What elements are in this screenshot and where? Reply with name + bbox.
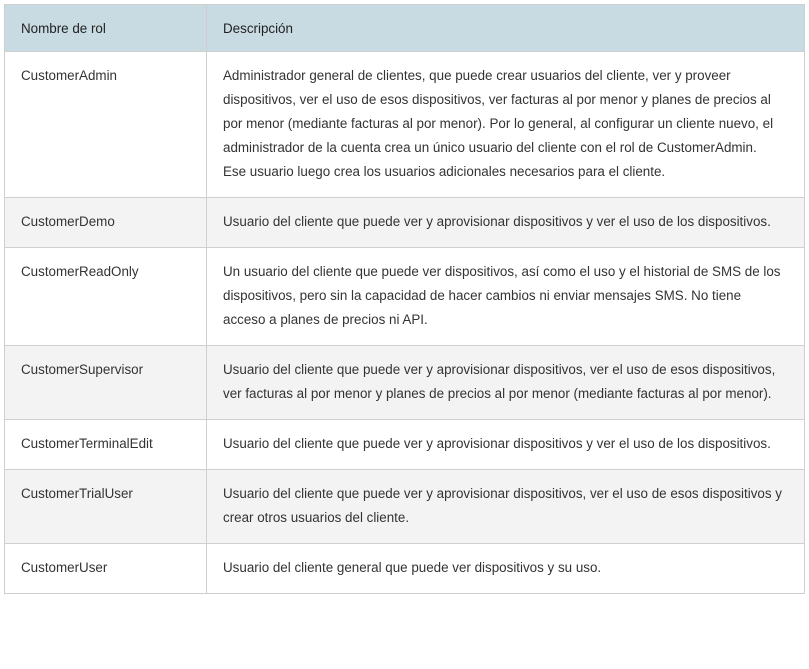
role-name-cell: CustomerUser xyxy=(5,544,207,594)
description-cell: Administrador general de clientes, que puede crear usuarios del cliente, ver y proveer dispositivos, ver el uso de esos dispositivos, ver facturas al por menor y planes de precios al por menor (mediante facturas al por menor). Por lo general, al configurar un cliente nuevo, el administrador de la cuenta crea un único usuario del cliente con el rol de CustomerAdmin. Ese usuario luego crea los usuarios adicionales necesarios para el cliente. xyxy=(207,52,805,198)
description-cell: Usuario del cliente que puede ver y aprovisionar dispositivos y ver el uso de los dispositivos. xyxy=(207,198,805,248)
role-name-cell: CustomerTerminalEdit xyxy=(5,420,207,470)
table-body xyxy=(5,52,805,594)
role-name-cell: CustomerDemo xyxy=(5,198,207,248)
role-name-header: Nombre de rol xyxy=(5,5,207,52)
header-row xyxy=(5,5,805,52)
roles-table xyxy=(4,4,805,594)
role-name-cell: CustomerReadOnly xyxy=(5,248,207,346)
table-row xyxy=(5,346,805,420)
table-row xyxy=(5,198,805,248)
table-header xyxy=(5,5,805,52)
table-row xyxy=(5,544,805,594)
description-cell: Usuario del cliente que puede ver y aprovisionar dispositivos, ver el uso de esos dispositivos, ver facturas al por menor y planes de precios al por menor (mediante facturas al por menor). xyxy=(207,346,805,420)
role-name-cell: CustomerTrialUser xyxy=(5,470,207,544)
table-row xyxy=(5,248,805,346)
description-cell: Usuario del cliente que puede ver y aprovisionar dispositivos y ver el uso de los dispositivos. xyxy=(207,420,805,470)
description-cell: Un usuario del cliente que puede ver dispositivos, así como el uso y el historial de SMS de los dispositivos, pero sin la capacidad de hacer cambios ni enviar mensajes SMS. No tiene acceso a planes de precios ni API. xyxy=(207,248,805,346)
role-name-cell: CustomerAdmin xyxy=(5,52,207,198)
table-row xyxy=(5,470,805,544)
description-cell: Usuario del cliente general que puede ver dispositivos y su uso. xyxy=(207,544,805,594)
description-cell: Usuario del cliente que puede ver y aprovisionar dispositivos, ver el uso de esos dispositivos y crear otros usuarios del cliente. xyxy=(207,470,805,544)
table-row xyxy=(5,420,805,470)
description-header: Descripción xyxy=(207,5,805,52)
role-name-cell: CustomerSupervisor xyxy=(5,346,207,420)
table-row xyxy=(5,52,805,198)
